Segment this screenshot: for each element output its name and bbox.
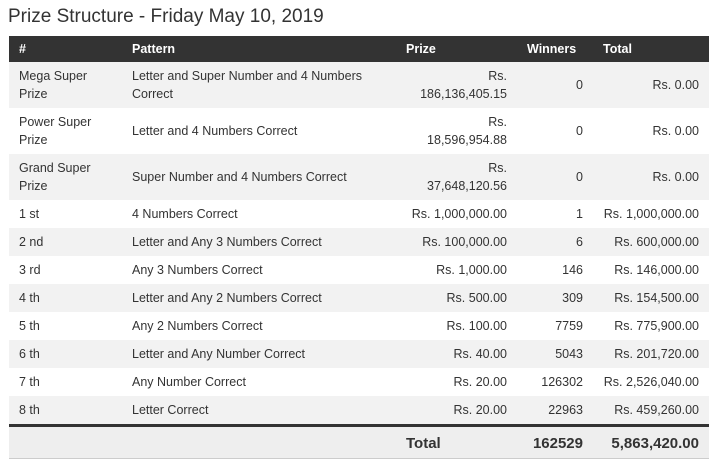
total-cell: Rs. 146,000.00 [614,263,699,277]
pattern-cell: Letter Correct [132,403,209,417]
header-rank: # [19,42,26,56]
table-row [9,154,709,200]
table-row [9,312,709,340]
winners-cell: 0 [576,170,583,184]
total-spacer [122,426,396,460]
header-winners: Winners [527,42,577,56]
winners-cell: 0 [576,78,583,92]
table-row [9,228,709,256]
total-cell: Rs. 0.00 [652,124,699,138]
total-winners: 162529 [517,426,593,460]
winners-cell: 22963 [548,403,583,417]
prize-cell: Rs. 186,136,405.15 [420,69,507,101]
prize-structure-table [9,36,709,459]
total-cell: Rs. 0.00 [652,170,699,184]
rank-cell: 5 th [19,319,40,333]
table-total-row [9,426,709,460]
table-header-row [9,36,709,62]
header-pattern: Pattern [132,42,176,56]
rank-cell: Mega Super Prize [19,69,88,101]
pattern-cell: Letter and Any Number Correct [132,347,305,361]
rank-cell: 4 th [19,291,40,305]
total-cell: Rs. 600,000.00 [614,235,699,249]
total-cell: Rs. 2,526,040.00 [603,375,699,389]
table-row [9,340,709,368]
prize-cell: Rs. 37,648,120.56 [427,161,507,193]
table-row [9,256,709,284]
prize-cell: Rs. 20.00 [453,375,507,389]
total-label: Total [396,426,517,460]
pattern-cell: Any 3 Numbers Correct [132,263,263,277]
rank-cell: 7 th [19,375,40,389]
winners-cell: 6 [576,235,583,249]
prize-cell: Rs. 20.00 [453,403,507,417]
winners-cell: 7759 [555,319,583,333]
prize-cell: Rs. 100.00 [446,319,507,333]
rank-cell: 6 th [19,347,40,361]
winners-cell: 309 [562,291,583,305]
prize-cell: Rs. 18,596,954.88 [427,115,507,147]
total-cell: Rs. 154,500.00 [614,291,699,305]
pattern-cell: Any 2 Numbers Correct [132,319,263,333]
header-prize: Prize [406,42,436,56]
page-title: Prize Structure - Friday May 10, 2019 [8,6,324,27]
table-row [9,396,709,426]
table-row [9,368,709,396]
total-amount: 5,863,420.00 [593,426,709,460]
header-total: Total [603,42,632,56]
total-cell: Rs. 0.00 [652,78,699,92]
winners-cell: 1 [576,207,583,221]
pattern-cell: Letter and Any 2 Numbers Correct [132,291,322,305]
total-spacer [9,426,122,460]
rank-cell: Power Super Prize [19,115,92,147]
table-row [9,200,709,228]
prize-cell: Rs. 1,000,000.00 [411,207,507,221]
rank-cell: 3 rd [19,263,41,277]
winners-cell: 126302 [541,375,583,389]
winners-cell: 0 [576,124,583,138]
pattern-cell: 4 Numbers Correct [132,207,238,221]
winners-cell: 5043 [555,347,583,361]
prize-cell: Rs. 40.00 [453,347,507,361]
table-row [9,108,709,154]
pattern-cell: Any Number Correct [132,375,246,389]
rank-cell: 2 nd [19,235,44,249]
prize-cell: Rs. 100,000.00 [422,235,507,249]
pattern-cell: Letter and Super Number and 4 Numbers Correct [132,69,362,101]
prize-cell: Rs. 500.00 [446,291,507,305]
pattern-cell: Letter and 4 Numbers Correct [132,124,298,138]
rank-cell: Grand Super Prize [19,161,91,193]
total-cell: Rs. 1,000,000.00 [603,207,699,221]
table-row [9,62,709,108]
total-cell: Rs. 459,260.00 [614,403,699,417]
table-bottom-divider [9,458,709,459]
total-cell: Rs. 201,720.00 [614,347,699,361]
rank-cell: 8 th [19,403,40,417]
table-row [9,284,709,312]
pattern-cell: Super Number and 4 Numbers Correct [132,170,347,184]
total-cell: Rs. 775,900.00 [614,319,699,333]
pattern-cell: Letter and Any 3 Numbers Correct [132,235,322,249]
rank-cell: 1 st [19,207,40,221]
winners-cell: 146 [562,263,583,277]
prize-cell: Rs. 1,000.00 [436,263,507,277]
